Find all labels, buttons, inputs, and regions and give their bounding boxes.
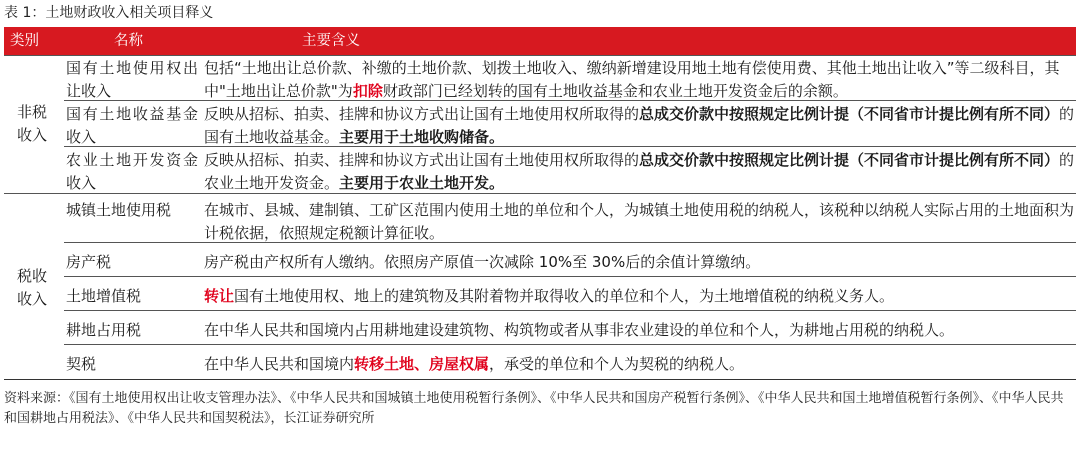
item-name: 城镇土地使用税 <box>66 201 172 219</box>
table-row <box>64 243 1076 277</box>
source-note: 资料来源：《国有土地使用权出让收支管理办法》、《中华人民共和国城镇土地使用税暂行条例》、《中华人民共和国房产税暂行条例》、《中华人民共和国土地增值税暂行条例》、《中华人民共和国耕地占用税法》、《中华人民共和国契税法》，长江证券研究所 <box>4 391 1064 426</box>
item-name: 国有土地使用权出让收入 <box>66 59 198 100</box>
category-label: 非税 收入 <box>16 103 47 144</box>
emphasis-text: 总成交价款中按照规定比例计提（不同省市计提比例有所不同） <box>639 105 1060 123</box>
table-row <box>64 55 1076 101</box>
header-meaning: 主要含义 <box>302 33 360 49</box>
item-description <box>204 319 1076 342</box>
header-category: 类别 <box>10 33 39 49</box>
item-description <box>204 103 1076 149</box>
item-description <box>204 285 1076 308</box>
description-text: 反映从招标、拍卖、挂牌和协议方式出让国有土地使用权所取得的 <box>204 105 640 123</box>
description-text: 在城市、县城、建制镇、工矿区范围内使用土地的单位和个人，为城镇土地使用税的纳税人，该税种以纳税人实际占用的土地面积为计税依据，依照规定税额计算征收。 <box>204 201 1075 242</box>
description-text: 房产税由产权所有人缴纳。依照房产原值一次减除 10%至 30%后的余值计算缴纳。 <box>204 253 761 271</box>
highlight-text: 转让 <box>204 287 235 305</box>
table-row <box>64 101 1076 147</box>
item-description <box>204 353 1076 376</box>
description-text: 在中华人民共和国境内占用耕地建设建筑物、构筑物或者从事非农业建设的单位和个人，为耕地占用税的纳税人。 <box>204 321 955 339</box>
emphasis-text: 主要用于土地收购储备。 <box>339 128 505 146</box>
table-row <box>64 147 1076 193</box>
item-description <box>204 57 1076 103</box>
item-description <box>204 199 1076 245</box>
table-row <box>64 311 1076 345</box>
description-text: 包括“土地出让总价款、补缴的土地价款、划拨土地收入、缴纳新增建设用地土地有偿使用费、其他土地出让收入”等二级科目，其中"土地出让总价款"为 <box>204 59 1060 100</box>
item-name: 契税 <box>66 355 97 373</box>
item-name: 房产税 <box>66 253 112 271</box>
table-header <box>4 27 1076 55</box>
description-text: 的农业土地开发资金。 <box>204 151 1075 192</box>
highlight-text: 扣除 <box>352 82 383 100</box>
emphasis-text: 主要用于农业土地开发。 <box>339 174 505 192</box>
item-name: 土地增值税 <box>66 287 142 305</box>
description-text: 在中华人民共和国境内 <box>204 355 355 373</box>
item-description <box>204 251 1076 274</box>
description-text: 的国有土地收益基金。 <box>204 105 1075 146</box>
highlight-text: 转移土地、房屋权属 <box>354 355 490 373</box>
description-text: ，承受的单位和个人为契税的纳税人。 <box>489 355 745 373</box>
item-name: 农业土地开发资金收入 <box>66 151 198 192</box>
table-row <box>64 277 1076 311</box>
item-name: 国有土地收益基金收入 <box>66 105 198 146</box>
land-fiscal-table <box>4 27 1076 383</box>
header-name: 名称 <box>114 33 143 49</box>
table-body <box>4 55 1076 383</box>
group-divider <box>4 193 1076 194</box>
emphasis-text: 总成交价款中按照规定比例计提（不同省市计提比例有所不同） <box>639 151 1060 169</box>
table-row <box>64 197 1076 243</box>
table-row <box>64 345 1076 379</box>
description-text: 财政部门已经划转的国有土地收益基金和农业土地开发资金后的余额。 <box>382 82 848 100</box>
table-caption: 表 1：土地财政收入相关项目释义 <box>4 5 214 21</box>
category-label: 税收 收入 <box>16 267 47 308</box>
description-text: 国有土地使用权、地上的建筑物及其附着物并取得收入的单位和个人，为土地增值税的纳税义务人。 <box>234 287 895 305</box>
description-text: 反映从招标、拍卖、挂牌和协议方式出让国有土地使用权所取得的 <box>204 151 640 169</box>
item-description <box>204 149 1076 195</box>
table-bottom-rule <box>4 379 1076 380</box>
item-name: 耕地占用税 <box>66 321 142 339</box>
